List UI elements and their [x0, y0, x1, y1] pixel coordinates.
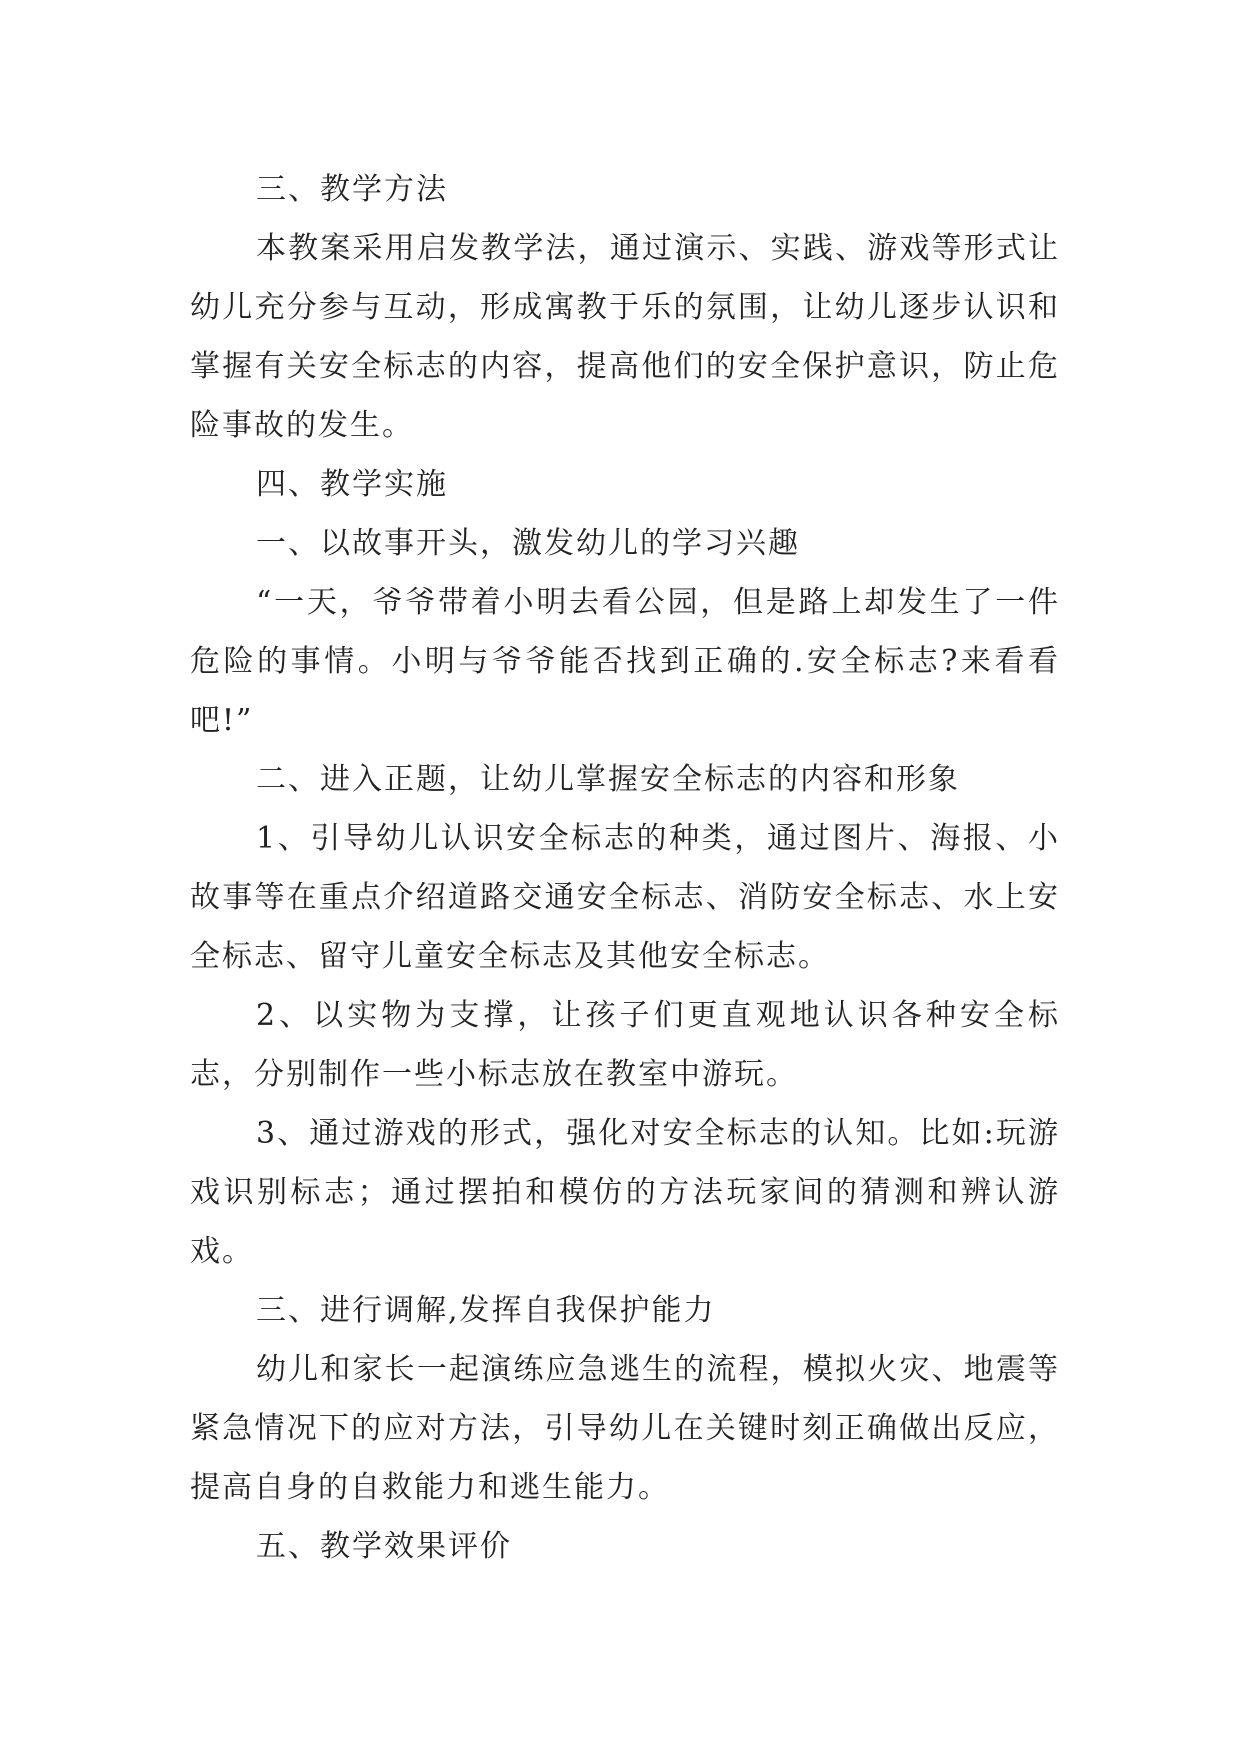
list-item-1: 1、引导幼儿认识安全标志的种类，通过图片、海报、小故事等在重点介绍道路交通安全标志、消防安全标志、水上安全标志、留守儿童安全标志及其他安全标志。	[190, 821, 1060, 974]
paragraph-story-quote: “一天，爷爷带着小明去看公园，但是路上却发生了一件危险的事情。小明与爷爷能否找到正确的.安全标志?来看看吧!”	[190, 585, 1060, 738]
document-body	[190, 160, 1060, 1576]
section-heading-evaluation: 五、教学效果评价	[256, 1529, 512, 1564]
paragraph-teaching-methods: 本教案采用启发教学法，通过演示、实践、游戏等形式让幼儿充分参与互动，形成寓教于乐的氛围，让幼儿逐步认识和掌握有关安全标志的内容，提高他们的安全保护意识，防止危险事故的发生。	[190, 231, 1060, 443]
subheading-story-opening: 一、以故事开头，激发幼儿的学习兴趣	[256, 526, 800, 561]
list-item-3: 3、通过游戏的形式，强化对安全标志的认知。比如:玩游戏识别标志；通过摆拍和模仿的方法玩家间的猜测和辨认游戏。	[190, 1116, 1060, 1269]
subheading-main-topic: 二、进入正题，让幼儿掌握安全标志的内容和形象	[256, 762, 960, 797]
list-item-2: 2、以实物为支撑，让孩子们更直观地认识各种安全标志，分别制作一些小标志放在教室中游玩。	[190, 998, 1060, 1092]
section-heading-teaching-implementation: 四、教学实施	[256, 467, 448, 502]
subheading-self-protection: 三、进行调解,发挥自我保护能力	[256, 1293, 716, 1328]
paragraph-emergency-drill: 幼儿和家长一起演练应急逃生的流程，模拟火灾、地震等紧急情况下的应对方法，引导幼儿在关键时刻正确做出反应，提高自身的自救能力和逃生能力。	[190, 1352, 1060, 1505]
section-heading-teaching-methods: 三、教学方法	[256, 172, 448, 207]
